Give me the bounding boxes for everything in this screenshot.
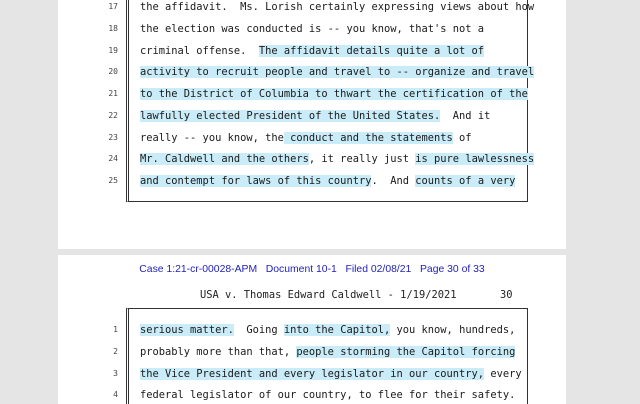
highlighted-text: activity to recruit people and travel to -- organize and travel: [140, 66, 535, 79]
line-number: 19: [108, 45, 118, 55]
line-text: [140, 0, 534, 17]
page-number: 30: [500, 289, 513, 301]
text-segment: . And: [371, 175, 416, 187]
text-segment: you know, hundreds,: [390, 324, 516, 336]
line-number: 3: [113, 368, 118, 378]
line-number: 21: [108, 89, 118, 98]
highlighted-text: into the Capitol,: [283, 324, 391, 336]
highlighted-text: is pure lawlessness: [415, 153, 535, 166]
highlighted-text: lawfully elected President of the United States.: [140, 109, 441, 122]
text-segment: federal legislator of our country, to flee for their safety.: [140, 389, 516, 402]
text-segment: probably more than that,: [140, 345, 297, 358]
line-number: 4: [113, 390, 118, 400]
text-segment: criminal offense.: [140, 44, 259, 57]
highlighted-text: conduct and the statements: [283, 131, 453, 144]
text-segment: really -- you know, the: [140, 131, 284, 144]
case-header: Case 1:21-cr-00028-APM Document 10-1 Filed 02/08/21 Page 30 of 33: [139, 264, 485, 275]
highlighted-text: the Vice President and every legislator in our country,: [140, 367, 485, 380]
text-segment: the affidavit. Ms. Lorish certainly expressing views about how: [140, 1, 535, 13]
line-number: 25: [108, 176, 118, 185]
highlighted-text: and contempt for laws of this country: [140, 175, 372, 187]
line-text: [140, 128, 472, 148]
line-text: [140, 149, 534, 169]
text-segment: of: [452, 131, 472, 144]
text-segment: And it: [440, 109, 491, 122]
text-segment: every: [484, 367, 522, 380]
line-text: [140, 320, 515, 340]
highlighted-text: to the District of Columbia to thwart the certification of the: [140, 88, 528, 100]
line-number: 17: [108, 2, 118, 11]
line-number: 20: [108, 67, 118, 77]
highlighted-text: people storming the Capitol forcing: [296, 345, 516, 358]
highlighted-text: serious matter.: [140, 324, 234, 336]
highlighted-text: Mr. Caldwell and the others: [140, 153, 309, 166]
line-text: [140, 171, 515, 191]
line-text: [140, 106, 490, 126]
text-segment: Going: [233, 324, 284, 336]
transcript-page-bottom: [58, 255, 566, 404]
text-segment: , it really just: [308, 153, 416, 166]
line-text: [140, 385, 515, 404]
line-text: [140, 19, 484, 39]
line-text: [140, 342, 515, 362]
text-segment: the election was conducted is -- you know, that's not a: [140, 22, 485, 35]
line-text: [140, 62, 534, 82]
highlighted-text: The affidavit details quite a lot of: [258, 44, 485, 57]
line-number: 18: [108, 23, 118, 33]
running-header: USA v. Thomas Edward Caldwell - 1/19/2021: [200, 289, 457, 301]
line-number: 2: [113, 346, 118, 356]
highlighted-text: counts of a very: [415, 175, 516, 187]
line-text: [140, 364, 522, 384]
line-number: 1: [113, 325, 118, 334]
line-number: 23: [108, 132, 118, 142]
line-number: 24: [108, 154, 118, 164]
line-number: 22: [108, 110, 118, 120]
transcript-page-top: [58, 0, 566, 249]
line-text: [140, 84, 528, 104]
line-text: [140, 41, 484, 61]
